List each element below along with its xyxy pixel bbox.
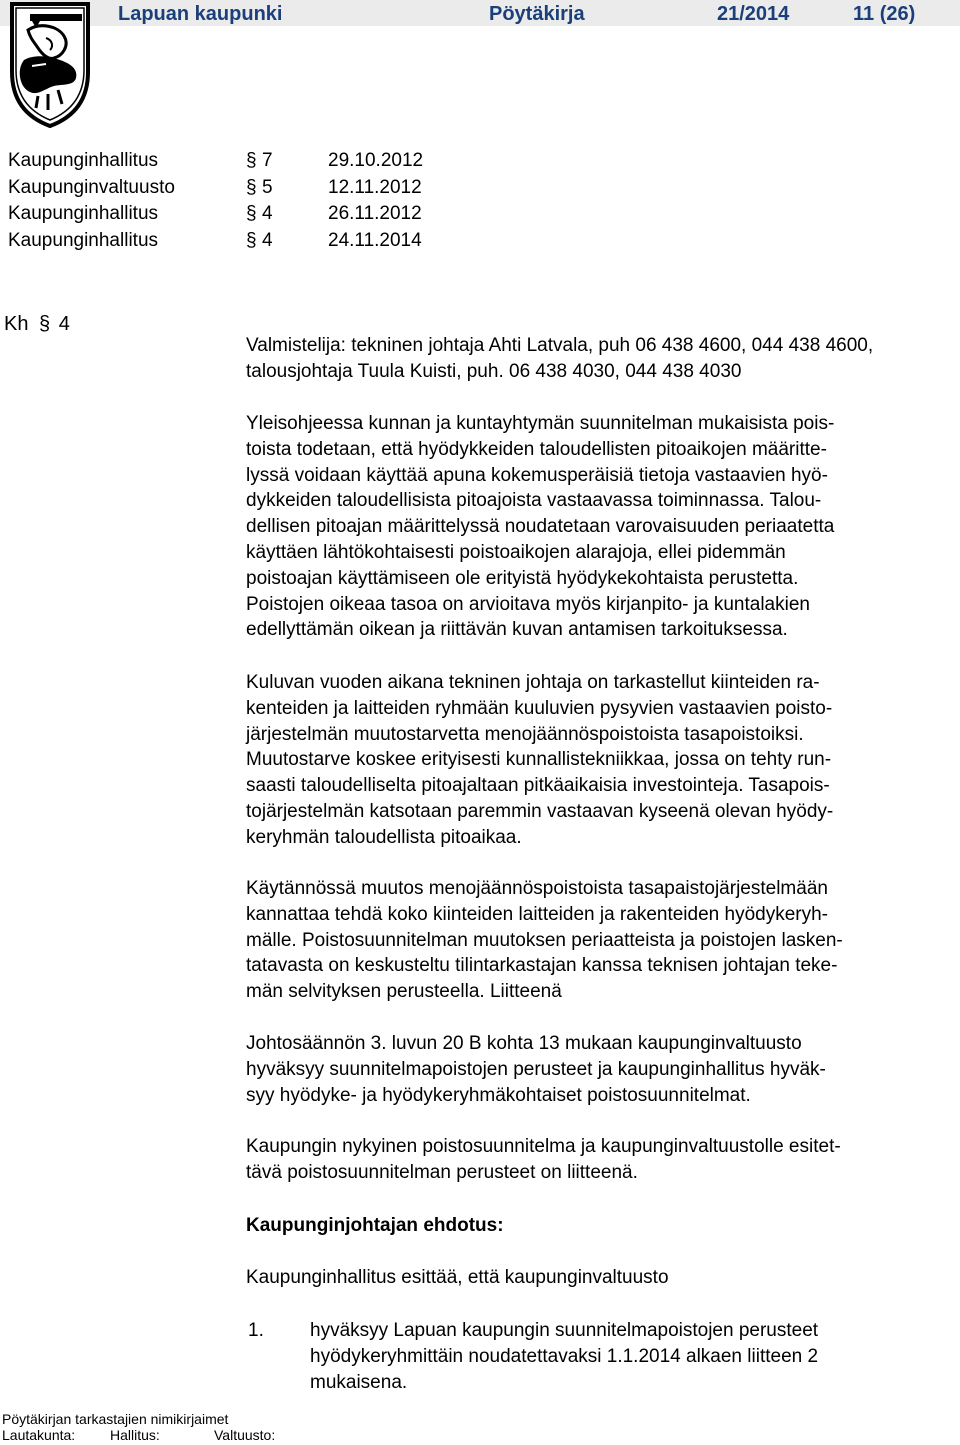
history-body: Kaupunginhallitus [8,150,159,171]
header-org: Lapuan kaupunki [118,3,283,25]
history-body: Kaupunginhallitus [8,203,159,224]
text-line: hyväksyy suunnitelmapoistojen perusteet ja kaupunginhallitus hyväk- [246,1058,826,1080]
proposal-item [310,1318,950,1395]
history-row [8,148,424,175]
section-number: 4 [58,313,70,335]
history-date: 24.11.2014 [328,229,422,251]
section-symbol: § [246,229,257,251]
preparer-line: Valmistelija: tekninen johtaja Ahti Latvala, puh 06 438 4600, 044 438 4600, [246,335,874,356]
text-line: edellyttämän oikean ja riittävän kuvan antamisen tarkoituksessa. [246,619,788,641]
footer-label-lautakunta: Lautakunta: [2,1427,76,1443]
header-page-number: 11 (26) [853,3,916,25]
text-line: tojärjestelmän katsotaan paremmin vastaavan kyseenä olevan hyödy- [246,800,834,822]
text-line: toista todetaan, että hyödykkeiden taloudellisten pitoaikojen määritte- [246,438,827,460]
proposal-heading: Kaupunginjohtajan ehdotus: [246,1215,504,1236]
text-line: järjestelmän muutostarvetta menojäännöspoistoista tasapoistoiksi. [246,723,804,745]
paragraph [246,1031,956,1108]
history-body: Kaupunginvaltuusto [8,176,175,198]
text-line: poistoajan käyttämiseen ole erityistä hyödykekohtaista perustetta. [246,567,799,589]
history-date: 29.10.2012 [328,150,424,171]
history-number: 5 [262,176,273,198]
text-line: Kaupungin nykyinen poistosuunnitelma ja kaupunginvaltuustolle esitet- [246,1136,841,1157]
text-line: keryhmän taloudellista pitoaikaa. [246,826,522,848]
history-number: 4 [262,229,273,251]
footer-label-hallitus: Hallitus: [110,1427,160,1443]
header-doc-number: 21/2014 [717,3,790,25]
text-line: Muutostarve koskee erityisesti kunnallistekniikkaa, jossa on tehty run- [246,749,832,771]
section-symbol: § [246,203,257,224]
text-line: hyväksyy Lapuan kaupungin suunnitelmapoistojen perusteet [310,1320,819,1341]
text-line: tatavasta on keskusteltu tilintarkastajan kanssa teknisen johtajan teke- [246,955,838,977]
text-line: Kuluvan vuoden aikana tekninen johtaja on tarkastellut kiinteiden ra- [246,672,820,693]
history-list [8,148,424,254]
text-line: dellisen pitoajan määrittelyssä noudatetaan varovaisuuden periaatetta [246,516,835,538]
footer-label-valtuusto: Valtuusto: [214,1427,276,1443]
section-prefix: Kh [4,313,29,335]
text-line: kenteiden ja laitteiden ryhmään kuuluvien pysyvien vastaavien poisto- [246,697,833,719]
section-symbol: § [246,150,257,171]
page-header [0,0,960,26]
text-line: tävä poistosuunnitelman perusteet on liitteenä. [246,1161,638,1183]
text-line: Johtosäännön 3. luvun 20 B kohta 13 mukaan kaupunginvaltuusto [246,1033,802,1054]
text-line: kannattaa tehdä koko kiinteiden laitteiden ja rakenteiden hyödykeryh- [246,903,828,925]
text-line: dykkeiden taloudellisista pitoajoista vastaavassa toiminnassa. Talou- [246,490,822,512]
text-line: mukaisena. [310,1371,408,1393]
paragraph [246,876,956,1005]
history-row [8,228,422,255]
text-line: Poistojen oikeaa tasoa on arvioitava myös kirjanpito- ja kuntalakien [246,593,810,615]
history-number: 7 [262,150,273,171]
page-footer [2,1411,276,1443]
paragraph [246,1134,956,1186]
text-line: Käytännössä muutos menojäännöspoistoista tasapaistojärjestelmään [246,878,828,899]
proposal-item-marker: 1. [248,1320,264,1341]
history-date: 12.11.2012 [328,176,422,198]
paragraph [246,411,956,643]
text-line: hyödykeryhmittäin noudatettavaksi 1.1.2014 alkaen liitteen 2 [310,1345,819,1367]
history-row [8,201,422,228]
text-line: Yleisohjeessa kunnan ja kuntayhtymän suunnitelman mukaisista pois- [246,413,835,434]
header-doc-type: Pöytäkirja [489,3,585,25]
history-row [8,175,422,202]
section-heading [4,313,70,336]
text-line: lyssä voidaan käyttää apuna kokemusperäisiä tietoja vastaavien hyö- [246,464,828,486]
lapua-coat-of-arms-icon [2,0,98,130]
paragraph [246,670,956,851]
footer-title: Pöytäkirjan tarkastajien nimikirjaimet [2,1411,229,1427]
preparer-block [246,333,956,385]
footer-labels [2,1427,276,1443]
history-date: 26.11.2012 [328,203,422,224]
proposal-intro: Kaupunginhallitus esittää, että kaupunginvaltuusto [246,1267,669,1288]
text-line: saasti taloudelliselta pitoajaltaan pitkäaikaisia investointeja. Tasapois- [246,775,830,797]
text-line: syy hyödyke- ja hyödykeryhmäkohtaiset poistosuunnitelmat. [246,1084,751,1106]
history-body: Kaupunginhallitus [8,229,159,251]
text-line: mälle. Poistosuunnitelman muutoksen periaatteista ja poistojen lasken- [246,929,843,951]
preparer-line: talousjohtaja Tuula Kuisti, puh. 06 438 4030, 044 438 4030 [246,360,742,382]
text-line: käyttäen lähtökohtaisesti poistoaikojen alarajoja, ellei pidemmän [246,541,786,563]
text-line: män selvityksen perusteella. Liitteenä [246,981,562,1003]
section-symbol: § [246,176,257,198]
section-symbol: § [39,313,51,335]
history-number: 4 [262,203,273,224]
